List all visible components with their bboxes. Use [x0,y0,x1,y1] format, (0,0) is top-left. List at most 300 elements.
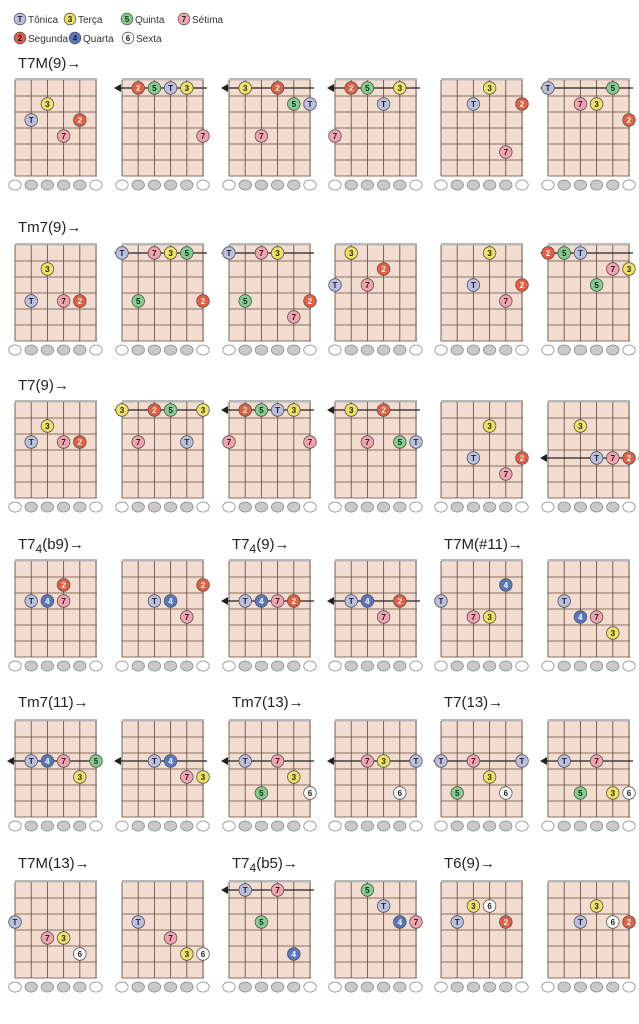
arrow-head [114,84,121,92]
fretboard-bg [335,719,417,817]
note-dot-3 [271,247,284,260]
note-dot-2 [500,916,513,929]
chord-title: T7(9)→ [18,377,69,394]
note-label: 2 [626,454,632,463]
note-label: 3 [45,100,50,109]
nut [229,78,311,81]
string-marker [623,180,635,190]
string-marker [271,180,283,190]
note-label: T [242,886,248,895]
string-marker [271,502,283,512]
legend-item-sétima [178,13,223,26]
note-label: 5 [259,918,264,927]
note-label: 4 [259,597,264,606]
note-label: 2 [200,581,206,590]
string-marker [25,821,37,831]
note-label: T [561,757,567,766]
note-dot-4 [574,611,587,624]
string-marker [197,661,209,671]
string-marker [116,821,128,831]
note-dot-3 [590,98,603,111]
note-label: 5 [610,84,616,93]
string-marker [41,982,53,992]
note-dot-5 [239,295,252,308]
note-dot-5 [607,82,620,95]
nut [15,719,97,722]
note-label: 3 [200,773,206,782]
fretboard-bg [15,719,97,817]
fretboard-bg [441,400,523,498]
fretboard-diagram [221,78,316,190]
note-label: 5 [259,406,264,415]
string-marker [361,502,373,512]
legend-symbol: 6 [125,34,131,43]
string-marker [57,502,69,512]
legend-item-tônica [14,13,58,26]
fretboard-bg [12,880,97,978]
string-marker [542,502,554,512]
note-label: T [577,249,583,258]
note-label: 2 [397,597,403,606]
string-marker [467,345,479,355]
legend-label: Sexta [136,34,162,45]
string-marker [394,180,406,190]
note-label: T [470,281,476,290]
fretboard-bg [119,243,204,341]
note-dot-7 [132,436,145,449]
chord-row-5 [7,694,635,831]
note-label: 3 [487,84,492,93]
note-label: 7 [610,265,616,274]
string-marker [329,982,341,992]
note-dot-T [574,916,587,929]
legend-symbol: 7 [181,15,187,24]
note-dot-5 [164,404,177,417]
string-marker [435,502,447,512]
string-marker [410,502,422,512]
note-label: T [151,757,157,766]
note-label: 7 [61,597,66,606]
note-dot-5 [255,787,268,800]
string-marker [345,661,357,671]
note-dot-5 [451,787,464,800]
note-label: 2 [381,406,386,415]
fretboard-diagram [221,559,316,671]
string-marker [239,502,251,512]
string-marker [345,821,357,831]
note-label: 3 [471,902,476,911]
note-dot-2 [623,916,636,929]
note-dot-4 [41,595,54,608]
string-marker [304,821,316,831]
string-marker [451,661,463,671]
string-marker [558,345,570,355]
nut [441,243,523,246]
note-label: T [519,757,525,766]
fretboard-diagram [540,400,639,512]
note-dot-T [25,595,38,608]
chord-title: T7M(9)→ [18,55,82,72]
note-dot-3 [590,900,603,913]
fretboard-bg [122,559,204,657]
string-marker [435,821,447,831]
note-label: 4 [168,757,173,766]
note-label: T [242,757,248,766]
note-dot-T [329,279,342,292]
note-label: 7 [135,438,141,447]
string-marker [329,180,341,190]
fretboard-diagram [435,78,529,190]
fretboard-bg [229,719,311,817]
string-marker [377,345,389,355]
string-marker [239,821,251,831]
string-marker [90,502,102,512]
note-dot-2 [74,295,87,308]
string-marker [361,180,373,190]
string-marker [304,502,316,512]
arrow-head [7,757,14,765]
note-dot-7 [164,932,177,945]
note-label: 5 [184,249,190,258]
note-dot-T [410,755,423,768]
string-marker [25,982,37,992]
note-label: 3 [487,613,492,622]
note-label: T [381,902,387,911]
note-label: 3 [626,265,632,274]
note-label: T [545,84,551,93]
string-marker [516,345,528,355]
note-label: 7 [503,470,509,479]
note-dot-T [558,755,571,768]
note-dot-2 [377,404,390,417]
string-marker [329,502,341,512]
string-marker [223,180,235,190]
note-label: 5 [135,297,141,306]
string-marker [132,982,144,992]
note-dot-6 [500,787,513,800]
string-marker [329,661,341,671]
note-dot-2 [271,82,284,95]
string-marker [590,502,602,512]
note-dot-7 [271,595,284,608]
note-label: 3 [200,406,206,415]
note-label: 2 [61,581,66,590]
note-dot-T [377,98,390,111]
string-marker [394,821,406,831]
legend-item-quarta [69,32,114,45]
string-marker [74,982,86,992]
string-marker [164,821,176,831]
nut [335,243,417,246]
string-marker [304,982,316,992]
string-marker [41,502,53,512]
string-marker [271,345,283,355]
note-dot-T [451,916,464,929]
note-dot-7 [41,932,54,945]
note-dot-3 [181,948,194,961]
note-label: 3 [119,406,125,415]
string-marker [467,821,479,831]
note-label: 7 [168,934,173,943]
note-label: 3 [594,100,599,109]
note-label: 4 [291,950,297,959]
fretboard-diagram [9,559,102,671]
note-dot-2 [304,295,317,308]
string-marker [483,982,495,992]
chord-title: $T7_4(b5)\to$ [232,855,298,875]
note-dot-3 [607,627,620,640]
note-dot-T [148,755,161,768]
arrow-head [221,886,228,894]
fretboard-bg [438,719,523,817]
note-label: T [119,249,125,258]
string-marker [558,661,570,671]
note-label: T [135,918,141,927]
string-marker [377,982,389,992]
fretboard-diagram [329,243,422,355]
string-marker [590,661,602,671]
note-dot-T [574,247,587,260]
string-marker [288,345,300,355]
note-label: 5 [561,249,567,258]
string-marker [500,821,512,831]
string-marker [197,502,209,512]
note-dot-3 [394,82,407,95]
string-marker [41,180,53,190]
note-dot-T [116,247,129,260]
note-label: 7 [61,297,66,306]
note-label: 3 [168,249,173,258]
note-label: 7 [184,773,190,782]
note-label: 3 [487,773,492,782]
string-marker [288,502,300,512]
note-label: 2 [381,265,386,274]
note-label: T [438,757,444,766]
note-label: 7 [275,597,280,606]
string-marker [288,180,300,190]
string-marker [148,345,160,355]
chord-title: $T7_4(9)\to$ [232,536,290,556]
note-label: 2 [519,281,525,290]
note-dot-7 [271,884,284,897]
note-label: 2 [626,918,632,927]
note-label: 4 [168,597,173,606]
string-marker [451,345,463,355]
string-marker [25,180,37,190]
note-dot-3 [483,420,496,433]
note-label: 2 [77,297,83,306]
note-dot-5 [288,98,301,111]
note-label: 5 [365,84,370,93]
note-label: T [242,597,248,606]
note-label: T [413,757,419,766]
string-marker [500,502,512,512]
string-marker [467,982,479,992]
string-marker [239,345,251,355]
arrow-head [327,406,334,414]
chord-row-1 [9,55,636,190]
chord-title: Tm7(11)→ [18,694,89,711]
string-marker [590,821,602,831]
note-label: 3 [291,406,297,415]
note-label: T [226,249,232,258]
note-label: 2 [152,406,157,415]
string-marker [271,821,283,831]
string-marker [377,661,389,671]
string-marker [239,180,251,190]
note-label: T [168,84,174,93]
note-dot-7 [181,611,194,624]
note-dot-7 [329,130,342,143]
legend-label: Quarta [83,34,114,45]
note-dot-5 [361,82,374,95]
note-label: T [413,438,419,447]
note-dot-7 [197,130,210,143]
string-marker [223,821,235,831]
string-marker [542,661,554,671]
nut [229,400,311,403]
nut [441,880,523,883]
fretboard-diagram [7,719,102,831]
fretboard-bg [15,78,97,176]
fretboard-diagram [435,400,529,512]
note-label: T [307,100,313,109]
note-label: 6 [610,918,616,927]
note-dot-7 [57,130,70,143]
string-marker [345,180,357,190]
note-dot-2 [623,114,636,127]
legend-symbol: 3 [67,15,73,24]
note-label: 6 [503,789,509,798]
string-marker [90,821,102,831]
nut [548,243,630,246]
nut [15,559,97,562]
string-marker [9,502,21,512]
note-dot-4 [164,595,177,608]
string-marker [542,821,554,831]
string-marker [148,982,160,992]
note-label: 7 [503,148,509,157]
note-label: 6 [307,789,313,798]
note-label: 3 [45,422,50,431]
note-label: 4 [503,581,509,590]
nut [441,400,523,403]
string-marker [410,821,422,831]
string-marker [451,180,463,190]
note-label: 2 [307,297,313,306]
note-label: 3 [578,422,583,431]
note-label: 2 [545,249,551,258]
note-label: 3 [397,84,403,93]
string-marker [90,180,102,190]
note-dot-2 [623,452,636,465]
legend-label: Sétima [192,15,224,26]
note-dot-7 [607,452,620,465]
note-dot-4 [255,595,268,608]
note-label: 7 [503,297,509,306]
note-dot-7 [574,98,587,111]
note-label: 7 [471,613,476,622]
note-dot-T [410,436,423,449]
note-label: T [470,100,476,109]
note-label: 5 [242,297,248,306]
string-marker [345,345,357,355]
string-marker [516,982,528,992]
note-dot-2 [197,579,210,592]
chord-row-4 [9,536,635,671]
nut [548,400,630,403]
fretboard-diagram [114,78,209,190]
nut [441,78,523,81]
note-dot-T [467,452,480,465]
note-label: T [184,438,190,447]
note-label: 2 [275,84,280,93]
arrow-head [540,757,547,765]
note-dot-7 [271,755,284,768]
string-marker [607,982,619,992]
nut [335,719,417,722]
string-marker [74,345,86,355]
fretboard-diagram [540,78,635,190]
note-label: 2 [135,84,141,93]
note-dot-3 [164,247,177,260]
string-marker [500,661,512,671]
note-label: T [381,100,387,109]
note-label: T [28,438,34,447]
fretboard-bg [122,719,204,817]
note-dot-3 [57,932,70,945]
fretboard-diagram [116,880,210,992]
note-dot-T [181,436,194,449]
string-marker [574,180,586,190]
note-label: 2 [291,597,297,606]
fretboard-diagram [9,78,102,190]
note-dot-2 [288,595,301,608]
string-marker [467,180,479,190]
string-marker [288,661,300,671]
note-dot-5 [361,884,374,897]
legend-symbol: 4 [72,34,78,43]
chord-title: Tm7(13)→ [232,694,304,711]
string-marker [57,821,69,831]
note-label: T [332,281,338,290]
string-marker [574,821,586,831]
string-marker [451,821,463,831]
string-marker [9,821,21,831]
nut [122,400,204,403]
fretboard-diagram [327,719,422,831]
nut [15,400,97,403]
fretboard-bg [545,78,630,176]
fretboard-bg [15,400,97,498]
string-marker [57,345,69,355]
string-marker [558,982,570,992]
string-marker [435,345,447,355]
string-marker [255,180,267,190]
note-label: T [561,597,567,606]
nut [229,559,311,562]
note-label: 7 [307,438,313,447]
note-dot-3 [623,263,636,276]
note-label: 7 [259,249,264,258]
note-dot-7 [255,130,268,143]
note-dot-3 [377,755,390,768]
chord-row-3 [9,377,639,512]
fretboard-bg [119,400,204,498]
note-label: 7 [594,613,599,622]
string-marker [181,821,193,831]
note-dot-T [239,755,252,768]
